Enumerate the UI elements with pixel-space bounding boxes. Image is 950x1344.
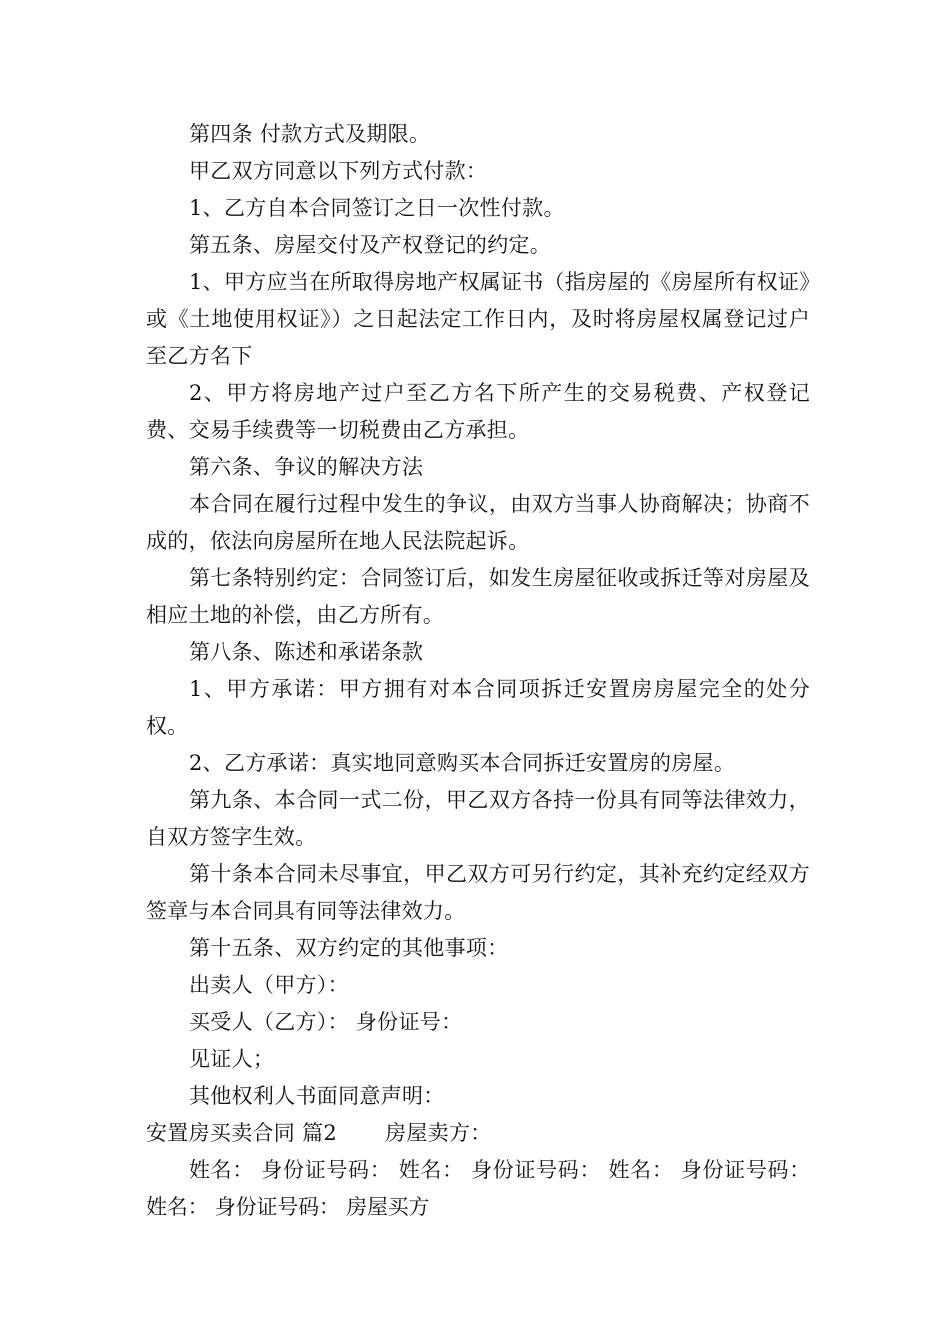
paragraph-article-10: 第十条本合同未尽事宜，甲乙双方可另行约定，其补充约定经双方签章与本合同具有同等法律效力。 [146,862,810,923]
paragraph-witness: 见证人； [189,1047,275,1071]
paragraph-payment-item-1: 1、乙方自本合同签订之日一次性付款。 [189,196,565,220]
paragraph-other-rights-holder: 其他权利人书面同意声明： [189,1084,445,1108]
section-title: 安置房买卖合同 篇2 [146,1121,338,1145]
paragraph-article-9: 第九条、本合同一式二份，甲乙双方各持一份具有同等法律效力，自双方签字生效。 [146,788,810,849]
paragraph-article-5-item-1: 1、甲方应当在所取得房地产权属证书（指房屋的《房屋所有权证》或《土地使用权证》）之日起法定工作日内，及时将房屋权属登记过户至乙方名下 [146,270,810,368]
paragraph-article-8-item-1: 1、甲方承诺：甲方拥有对本合同项拆迁安置房房屋完全的处分权。 [146,677,810,738]
paragraph-article-15-title: 第十五条、双方约定的其他事项： [189,936,509,960]
paragraph-article-6-body: 本合同在履行过程中发生的争议，由双方当事人协商解决；协商不成的，依法向房屋所在地人民法院起诉。 [146,492,810,553]
paragraph-article-8-item-2: 2、乙方承诺：真实地同意购买本合同拆迁安置房的房屋。 [189,751,736,775]
section-heading-line [146,1115,810,1152]
paragraph-seller-party: 出卖人（甲方）： [189,973,349,997]
paragraph-buyer-party: 买受人（乙方）： 身份证号： [189,1010,463,1034]
paragraph-names-ids: 姓名： 身份证号码： 姓名： 身份证号码： 姓名： 身份证号码： 姓名： 身份证号码： 房屋买方 [146,1158,810,1219]
document-page [146,116,810,1226]
paragraph-article-4-title: 第四条 付款方式及期限。 [189,122,431,146]
paragraph-article-8-title: 第八条、陈述和承诺条款 [189,640,424,664]
paragraph-payment-intro: 甲乙双方同意以下列方式付款： [189,159,488,183]
paragraph-article-6-title: 第六条、争议的解决方法 [189,455,424,479]
seller-label: 房屋卖方： [385,1121,492,1145]
paragraph-article-5-item-2: 2、甲方将房地产过户至乙方名下所产生的交易税费、产权登记费、交易手续费等一切税费由乙方承担。 [146,381,810,442]
paragraph-article-5-title: 第五条、房屋交付及产权登记的约定。 [189,233,552,257]
paragraph-article-7: 第七条特别约定：合同签订后，如发生房屋征收或拆迁等对房屋及相应土地的补偿，由乙方所有。 [146,566,810,627]
